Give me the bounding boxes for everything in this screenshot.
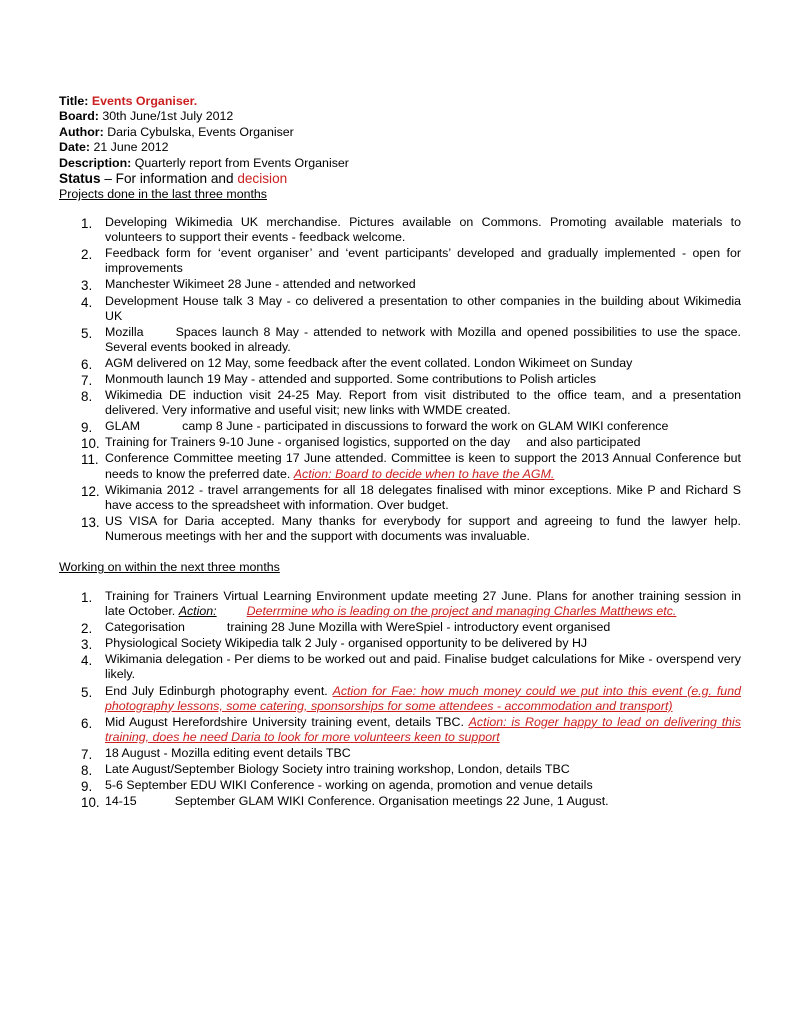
item-number: 6. [81,356,93,372]
item-text: GLAM [105,419,141,434]
item-text: 18 August - Mozilla editing event details TBC [105,745,351,760]
board-value: 30th June/1st July 2012 [102,109,234,124]
list-item [59,215,741,245]
item-number: 8. [81,763,93,779]
list-item [59,294,741,324]
item-number: 7. [81,746,93,762]
list-item [59,715,741,745]
item-number: 1. [81,216,93,232]
list-item [59,388,741,418]
list-item [59,325,741,355]
list-item [59,652,741,682]
item-text: AGM delivered on 12 May, some feedback after the event collated. London Wikimeet on Sunday [105,355,633,370]
action-note: Deterrmine who is leading on the project and managing Charles Matthews etc. [246,604,677,619]
title-line [59,94,741,109]
list-item [59,246,741,276]
item-number: 12. [81,483,100,499]
item-text: training 28 June Mozilla with WereSpiel - introductory event organised [226,620,611,635]
item-number: 7. [81,372,93,388]
item-number: 1. [81,590,93,605]
list-item [59,589,741,619]
item-number: 2. [81,621,93,637]
item-number: 3. [81,637,93,653]
list-item [59,483,741,513]
action-note: Action for Fae: how much money could we put into this event (e.g. fund photography lessons, some catering, sponsorships for some attendees - accommodation and transport) [105,683,741,713]
item-text: Manchester Wikimeet 28 June - attended and networked [105,277,416,292]
list-item [59,746,741,761]
title-label: Title: [59,94,89,108]
list-item [59,620,741,635]
date-value: 21 June 2012 [93,140,169,155]
item-number: 11. [81,452,99,468]
list-item [59,684,741,714]
title-value: Events Organiser. [91,94,198,108]
author-line [59,125,741,140]
date-line [59,140,741,155]
item-text: Training for Trainers Virtual Learning Environment update meeting 27 June. Plans for another training session in late October. [105,589,741,619]
board-label: Board: [59,109,99,124]
list-item [59,419,741,434]
status-decision: decision [237,171,288,187]
item-text: Wikimedia DE induction visit 24-25 May. Report from visit distributed to the office team, and a presentation delivered. Very informative and useful visit; new links with WMDE created. [105,388,741,418]
list-item [59,636,741,651]
status-label: Status [59,171,101,187]
list-item [59,794,741,809]
item-text: camp 8 June - participated in discussions to forward the work on GLAM WIKI conference [182,419,669,434]
item-number: 9. [81,420,93,436]
item-text: Wikimania 2012 - travel arrangements for all 18 delegates finalised with minor exceptions. Mike P and Richard S have access to the spreadsheet with information. Over budget. [105,482,741,512]
item-text: Mid August Herefordshire University training event, details TBC. [105,714,464,729]
item-text: Training for Trainers 9-10 June - organised logistics, supported on the day [105,435,511,450]
item-number: 10. [81,795,100,811]
item-text: Monmouth launch 19 May - attended and supported. Some contributions to Polish articles [105,371,597,386]
status-value: – For information and [100,171,238,187]
item-text: Development House talk 3 May - co delivered a presentation to other companies in the building about Wikimedia UK [105,293,741,323]
list-item [59,514,741,544]
item-number: 4. [81,294,93,310]
description-value: Quarterly report from Events Organiser [134,155,349,170]
upcoming-work-list [59,589,741,809]
item-text: US VISA for Daria accepted. Many thanks for everybody for support and agreeing to fund the lawyer help. Numerous meetings with her and the support with documents was invaluable. [105,513,741,543]
projects-done-list [59,215,741,544]
action-label: Action: [178,604,217,619]
item-number: 5. [81,684,93,700]
item-text: Wikimania delegation - Per diems to be worked out and paid. Finalise budget calculations for Mike - overspend very likely. [105,652,741,682]
list-item [59,762,741,777]
item-text: Mozilla [105,324,144,339]
item-number: 8. [81,389,93,405]
item-text: Developing Wikimedia UK merchandise. Pictures available on Commons. Promoting available materials to volunteers to support their events - feedback welcome. [105,215,741,245]
item-text: Feedback form for ‘event organiser’ and ‘event participants’ developed and gradually implemented - open for improvements [105,246,741,276]
item-text: Conference Committee meeting 17 June attended. Committee is keen to support the 2013 Annual Conference but needs to know the preferred date. [105,451,741,481]
item-number: 5. [81,325,93,341]
item-text: 5-6 September EDU WIKI Conference - working on agenda, promotion and venue details [105,778,593,793]
item-text: September GLAM WIKI Conference. Organisation meetings 22 June, 1 August. [174,794,609,809]
item-number: 2. [81,247,93,263]
date-label: Date: [59,140,90,155]
board-line [59,109,741,124]
list-item [59,435,741,450]
author-value: Daria Cybulska, Events Organiser [107,124,294,139]
item-text: Categorisation [105,620,185,635]
item-text: Late August/September Biology Society intro training workshop, London, details TBC [105,762,570,777]
list-item [59,778,741,793]
description-label: Description: [59,155,132,170]
list-item [59,451,741,481]
item-number: 9. [81,779,93,795]
status-line [59,171,741,187]
item-text: Physiological Society Wikipedia talk 2 July - organised opportunity to be delivered by HJ [105,636,588,651]
item-text: 14-15 [105,794,137,809]
item-number: 3. [81,278,93,294]
item-number: 6. [81,715,93,731]
action-note: Action: Board to decide when to have the AGM. [293,466,555,481]
section-heading-upcoming: Working on within the next three months [59,560,280,574]
section-heading-done: Projects done in the last three months [59,187,268,202]
list-item [59,356,741,371]
item-number: 13. [81,514,100,530]
report-page [59,94,741,810]
item-number: 10. [81,436,100,452]
item-text: End July Edinburgh photography event. [105,683,328,698]
item-number: 4. [81,653,93,669]
action-note: Action: is Roger happy to lead on delivering this training, does he need Daria to look for more volunteers keen to support [105,714,741,744]
list-item [59,277,741,292]
item-text: and also participated [526,435,641,450]
description-line [59,156,741,171]
author-label: Author: [59,124,104,139]
list-item [59,372,741,387]
item-text: Spaces launch 8 May - attended to network with Mozilla and opened possibilities to use the space. Several events booked in already. [105,324,741,354]
